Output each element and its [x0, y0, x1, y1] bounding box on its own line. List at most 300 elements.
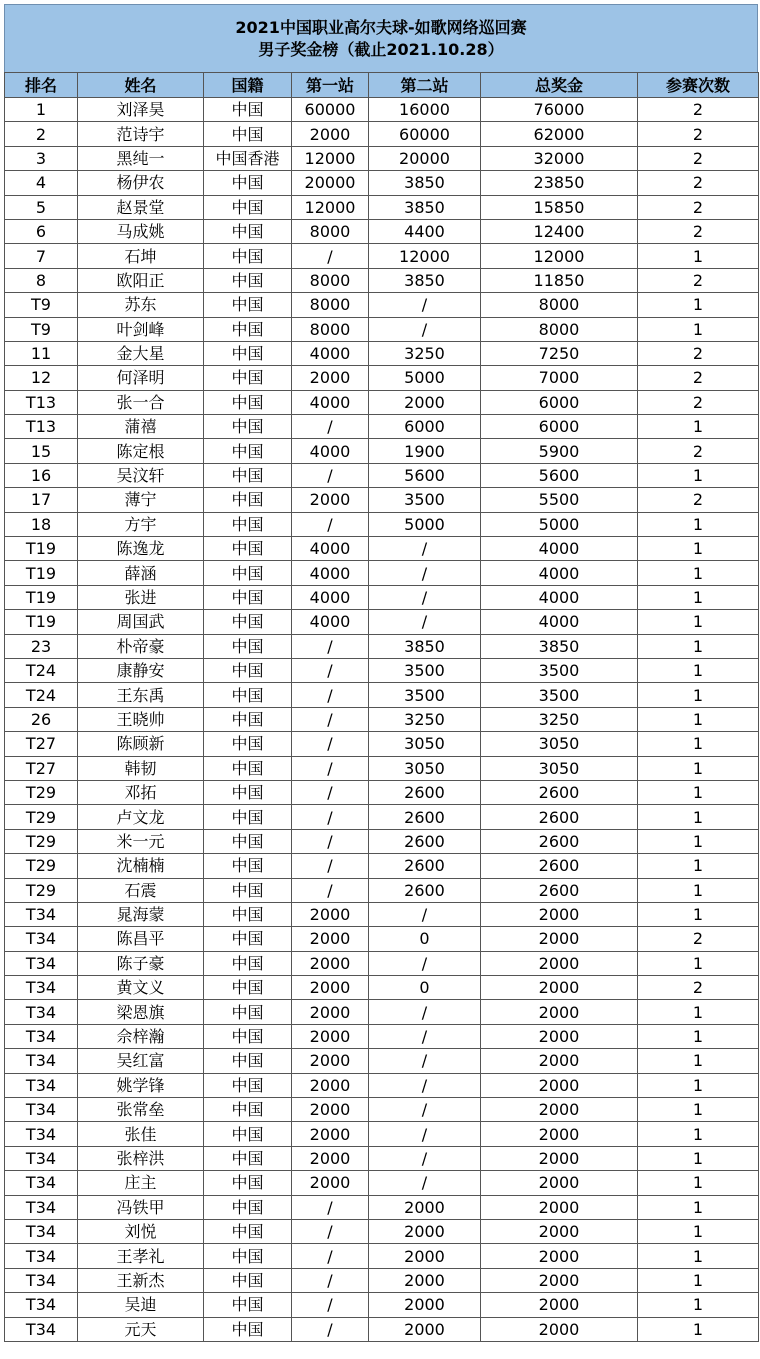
- cell-entries: 2: [638, 98, 759, 122]
- cell-rank: T34: [5, 1171, 78, 1195]
- cell-stage-1: 2000: [292, 1049, 369, 1073]
- cell-name: 石坤: [78, 244, 204, 268]
- cell-nationality: 中国: [204, 683, 292, 707]
- cell-stage-2: 5600: [369, 463, 481, 487]
- cell-nationality: 中国: [204, 1195, 292, 1219]
- cell-name: 梁恩旗: [78, 1000, 204, 1024]
- cell-stage-2: /: [369, 1073, 481, 1097]
- cell-stage-2: 2600: [369, 780, 481, 804]
- cell-rank: 4: [5, 171, 78, 195]
- cell-entries: 2: [638, 171, 759, 195]
- cell-total-prize: 5500: [481, 488, 638, 512]
- cell-rank: 11: [5, 341, 78, 365]
- cell-total-prize: 3050: [481, 756, 638, 780]
- cell-total-prize: 5600: [481, 463, 638, 487]
- cell-nationality: 中国: [204, 927, 292, 951]
- table-row: [5, 1268, 759, 1292]
- cell-name: 周国武: [78, 610, 204, 634]
- cell-stage-1: /: [292, 805, 369, 829]
- cell-rank: T29: [5, 829, 78, 853]
- cell-stage-2: 60000: [369, 122, 481, 146]
- table-row: [5, 1024, 759, 1048]
- table-row: [5, 146, 759, 170]
- cell-nationality: 中国: [204, 976, 292, 1000]
- cell-total-prize: 4000: [481, 561, 638, 585]
- cell-stage-1: /: [292, 756, 369, 780]
- cell-rank: 16: [5, 463, 78, 487]
- cell-nationality: 中国: [204, 1098, 292, 1122]
- cell-total-prize: 2000: [481, 1073, 638, 1097]
- cell-entries: 1: [638, 415, 759, 439]
- cell-name: 冯铁甲: [78, 1195, 204, 1219]
- cell-name: 刘悦: [78, 1219, 204, 1243]
- table-row: [5, 610, 759, 634]
- cell-total-prize: 2000: [481, 902, 638, 926]
- cell-nationality: 中国: [204, 1171, 292, 1195]
- cell-stage-1: 2000: [292, 1146, 369, 1170]
- cell-nationality: 中国: [204, 658, 292, 682]
- cell-total-prize: 3850: [481, 634, 638, 658]
- cell-rank: T29: [5, 878, 78, 902]
- cell-nationality: 中国: [204, 98, 292, 122]
- cell-nationality: 中国: [204, 463, 292, 487]
- cell-stage-2: 2000: [369, 1293, 481, 1317]
- header-stage-2: 第二站: [369, 73, 481, 98]
- cell-rank: T9: [5, 317, 78, 341]
- cell-nationality: 中国: [204, 1073, 292, 1097]
- cell-rank: T34: [5, 1098, 78, 1122]
- cell-total-prize: 3250: [481, 707, 638, 731]
- cell-nationality: 中国: [204, 1049, 292, 1073]
- cell-stage-2: 3850: [369, 634, 481, 658]
- cell-nationality: 中国: [204, 1219, 292, 1243]
- ranking-table: [4, 72, 759, 1342]
- table-row: [5, 878, 759, 902]
- cell-name: 王孝礼: [78, 1244, 204, 1268]
- cell-stage-2: 2000: [369, 1317, 481, 1341]
- header-entries: 参赛次数: [638, 73, 759, 98]
- cell-entries: 2: [638, 219, 759, 243]
- cell-name: 王东禹: [78, 683, 204, 707]
- cell-total-prize: 2000: [481, 976, 638, 1000]
- cell-rank: T34: [5, 1195, 78, 1219]
- cell-name: 赵景堂: [78, 195, 204, 219]
- cell-name: 陈定根: [78, 439, 204, 463]
- cell-stage-1: 2000: [292, 902, 369, 926]
- table-row: [5, 1317, 759, 1341]
- cell-total-prize: 23850: [481, 171, 638, 195]
- cell-name: 卢文龙: [78, 805, 204, 829]
- cell-total-prize: 8000: [481, 317, 638, 341]
- table-row: [5, 390, 759, 414]
- cell-rank: 18: [5, 512, 78, 536]
- table-row: [5, 268, 759, 292]
- cell-entries: 2: [638, 341, 759, 365]
- cell-total-prize: 2000: [481, 1219, 638, 1243]
- table-row: [5, 463, 759, 487]
- cell-stage-2: 2000: [369, 1268, 481, 1292]
- cell-rank: T27: [5, 732, 78, 756]
- cell-total-prize: 3500: [481, 658, 638, 682]
- cell-stage-2: /: [369, 293, 481, 317]
- cell-stage-1: /: [292, 1244, 369, 1268]
- cell-stage-2: 3050: [369, 732, 481, 756]
- cell-stage-1: /: [292, 829, 369, 853]
- cell-total-prize: 2000: [481, 1171, 638, 1195]
- cell-stage-2: /: [369, 317, 481, 341]
- cell-rank: 8: [5, 268, 78, 292]
- table-row: [5, 512, 759, 536]
- cell-stage-2: 2600: [369, 829, 481, 853]
- cell-name: 王晓帅: [78, 707, 204, 731]
- cell-name: 韩韧: [78, 756, 204, 780]
- cell-entries: 1: [638, 1293, 759, 1317]
- cell-stage-1: /: [292, 707, 369, 731]
- cell-stage-1: /: [292, 1219, 369, 1243]
- cell-stage-1: /: [292, 1195, 369, 1219]
- cell-entries: 1: [638, 512, 759, 536]
- cell-stage-1: 2000: [292, 927, 369, 951]
- title-line-2: 男子奖金榜（截止2021.10.28）: [258, 39, 504, 59]
- cell-name: 欧阳正: [78, 268, 204, 292]
- cell-entries: 1: [638, 585, 759, 609]
- cell-entries: 1: [638, 537, 759, 561]
- cell-name: 杨伊农: [78, 171, 204, 195]
- table-row: [5, 537, 759, 561]
- table-row: [5, 98, 759, 122]
- cell-stage-1: 4000: [292, 439, 369, 463]
- cell-stage-1: /: [292, 1268, 369, 1292]
- cell-nationality: 中国: [204, 244, 292, 268]
- cell-stage-1: 8000: [292, 293, 369, 317]
- table-row: [5, 1244, 759, 1268]
- cell-name: 元天: [78, 1317, 204, 1341]
- cell-stage-2: /: [369, 585, 481, 609]
- title-line-1: 2021中国职业高尔夫球-如歌网络巡回赛: [235, 17, 527, 37]
- cell-nationality: 中国: [204, 585, 292, 609]
- cell-stage-1: 4000: [292, 537, 369, 561]
- cell-stage-1: /: [292, 512, 369, 536]
- document-title: [4, 4, 758, 72]
- table-row: [5, 1171, 759, 1195]
- cell-entries: 1: [638, 463, 759, 487]
- cell-entries: 1: [638, 1195, 759, 1219]
- cell-stage-2: /: [369, 902, 481, 926]
- cell-stage-1: /: [292, 658, 369, 682]
- cell-entries: 1: [638, 732, 759, 756]
- cell-entries: 2: [638, 268, 759, 292]
- cell-stage-1: /: [292, 1293, 369, 1317]
- cell-name: 吴红富: [78, 1049, 204, 1073]
- cell-stage-1: 2000: [292, 1098, 369, 1122]
- cell-stage-2: /: [369, 1049, 481, 1073]
- cell-entries: 1: [638, 1317, 759, 1341]
- table-row: [5, 1293, 759, 1317]
- cell-stage-2: 3500: [369, 488, 481, 512]
- cell-entries: 1: [638, 707, 759, 731]
- cell-rank: T34: [5, 1146, 78, 1170]
- cell-rank: T19: [5, 610, 78, 634]
- cell-nationality: 中国: [204, 1000, 292, 1024]
- cell-rank: T29: [5, 854, 78, 878]
- cell-stage-2: 2000: [369, 1195, 481, 1219]
- cell-stage-1: /: [292, 1317, 369, 1341]
- table-row: [5, 171, 759, 195]
- cell-nationality: 中国: [204, 293, 292, 317]
- cell-name: 张佳: [78, 1122, 204, 1146]
- cell-stage-2: 3250: [369, 341, 481, 365]
- cell-total-prize: 7250: [481, 341, 638, 365]
- cell-nationality: 中国: [204, 707, 292, 731]
- prize-money-document: [4, 4, 758, 1342]
- cell-rank: T34: [5, 1268, 78, 1292]
- cell-name: 吴迪: [78, 1293, 204, 1317]
- cell-stage-2: /: [369, 1098, 481, 1122]
- cell-total-prize: 2000: [481, 1146, 638, 1170]
- cell-rank: 23: [5, 634, 78, 658]
- header-name: 姓名: [78, 73, 204, 98]
- cell-name: 黄文义: [78, 976, 204, 1000]
- cell-stage-1: 4000: [292, 585, 369, 609]
- cell-nationality: 中国: [204, 1122, 292, 1146]
- cell-name: 方宇: [78, 512, 204, 536]
- table-row: [5, 829, 759, 853]
- cell-entries: 1: [638, 854, 759, 878]
- table-row: [5, 585, 759, 609]
- cell-name: 佘梓瀚: [78, 1024, 204, 1048]
- cell-rank: 7: [5, 244, 78, 268]
- cell-rank: T34: [5, 976, 78, 1000]
- cell-nationality: 中国: [204, 415, 292, 439]
- cell-entries: 1: [638, 317, 759, 341]
- cell-rank: T27: [5, 756, 78, 780]
- cell-entries: 1: [638, 756, 759, 780]
- cell-rank: T34: [5, 1293, 78, 1317]
- cell-stage-2: /: [369, 1024, 481, 1048]
- table-row: [5, 341, 759, 365]
- cell-stage-1: 2000: [292, 1171, 369, 1195]
- table-row: [5, 707, 759, 731]
- cell-total-prize: 2600: [481, 805, 638, 829]
- cell-entries: 1: [638, 658, 759, 682]
- table-row: [5, 219, 759, 243]
- cell-entries: 1: [638, 1171, 759, 1195]
- header-total-prize: 总奖金: [481, 73, 638, 98]
- cell-stage-1: 12000: [292, 195, 369, 219]
- cell-nationality: 中国: [204, 268, 292, 292]
- cell-stage-2: 3850: [369, 195, 481, 219]
- cell-stage-1: 60000: [292, 98, 369, 122]
- cell-stage-2: /: [369, 1171, 481, 1195]
- cell-name: 王新杰: [78, 1268, 204, 1292]
- cell-total-prize: 2000: [481, 1195, 638, 1219]
- cell-total-prize: 2000: [481, 1098, 638, 1122]
- cell-entries: 1: [638, 1244, 759, 1268]
- cell-nationality: 中国: [204, 1024, 292, 1048]
- cell-total-prize: 2000: [481, 1122, 638, 1146]
- cell-stage-1: 2000: [292, 1073, 369, 1097]
- table-row: [5, 244, 759, 268]
- cell-stage-2: /: [369, 1000, 481, 1024]
- table-row: [5, 927, 759, 951]
- cell-nationality: 中国: [204, 390, 292, 414]
- cell-nationality: 中国: [204, 610, 292, 634]
- cell-total-prize: 2000: [481, 1244, 638, 1268]
- cell-nationality: 中国: [204, 512, 292, 536]
- cell-total-prize: 4000: [481, 537, 638, 561]
- cell-nationality: 中国: [204, 537, 292, 561]
- table-row: [5, 1073, 759, 1097]
- cell-stage-2: 2600: [369, 854, 481, 878]
- cell-name: 邓拓: [78, 780, 204, 804]
- cell-nationality: 中国: [204, 1244, 292, 1268]
- table-row: [5, 1195, 759, 1219]
- cell-total-prize: 5000: [481, 512, 638, 536]
- cell-name: 黑纯一: [78, 146, 204, 170]
- cell-name: 陈子豪: [78, 951, 204, 975]
- cell-stage-2: /: [369, 537, 481, 561]
- header-rank: 排名: [5, 73, 78, 98]
- cell-stage-1: 8000: [292, 219, 369, 243]
- cell-name: 苏东: [78, 293, 204, 317]
- cell-entries: 1: [638, 1024, 759, 1048]
- cell-rank: T34: [5, 927, 78, 951]
- cell-stage-2: 12000: [369, 244, 481, 268]
- cell-name: 陈昌平: [78, 927, 204, 951]
- cell-total-prize: 2000: [481, 927, 638, 951]
- cell-entries: 2: [638, 390, 759, 414]
- table-row: [5, 780, 759, 804]
- cell-total-prize: 6000: [481, 415, 638, 439]
- cell-stage-2: 3500: [369, 658, 481, 682]
- table-row: [5, 732, 759, 756]
- cell-nationality: 中国: [204, 1146, 292, 1170]
- table-row: [5, 293, 759, 317]
- table-row: [5, 1049, 759, 1073]
- cell-name: 姚学锋: [78, 1073, 204, 1097]
- cell-stage-1: /: [292, 780, 369, 804]
- cell-nationality: 中国: [204, 732, 292, 756]
- cell-stage-1: /: [292, 415, 369, 439]
- cell-stage-1: 2000: [292, 122, 369, 146]
- cell-rank: T19: [5, 585, 78, 609]
- table-row: [5, 561, 759, 585]
- cell-entries: 2: [638, 976, 759, 1000]
- cell-nationality: 中国: [204, 854, 292, 878]
- cell-rank: 1: [5, 98, 78, 122]
- cell-name: 范诗宇: [78, 122, 204, 146]
- cell-name: 吴汶轩: [78, 463, 204, 487]
- cell-entries: 1: [638, 1000, 759, 1024]
- cell-nationality: 中国: [204, 902, 292, 926]
- cell-stage-2: /: [369, 610, 481, 634]
- cell-nationality: 中国: [204, 561, 292, 585]
- table-row: [5, 1098, 759, 1122]
- cell-name: 马成姚: [78, 219, 204, 243]
- cell-total-prize: 4000: [481, 585, 638, 609]
- cell-nationality: 中国: [204, 488, 292, 512]
- cell-entries: 2: [638, 146, 759, 170]
- cell-nationality: 中国: [204, 366, 292, 390]
- cell-stage-2: 3050: [369, 756, 481, 780]
- cell-stage-1: /: [292, 878, 369, 902]
- cell-rank: 5: [5, 195, 78, 219]
- cell-stage-1: /: [292, 244, 369, 268]
- cell-nationality: 中国: [204, 439, 292, 463]
- table-row: [5, 658, 759, 682]
- cell-stage-2: 4400: [369, 219, 481, 243]
- cell-name: 金大星: [78, 341, 204, 365]
- cell-stage-2: /: [369, 1146, 481, 1170]
- cell-name: 沈楠楠: [78, 854, 204, 878]
- table-body: [5, 98, 759, 1342]
- cell-nationality: 中国: [204, 634, 292, 658]
- cell-stage-2: 3500: [369, 683, 481, 707]
- cell-name: 陈逸龙: [78, 537, 204, 561]
- cell-rank: T9: [5, 293, 78, 317]
- cell-nationality: 中国: [204, 317, 292, 341]
- cell-entries: 2: [638, 927, 759, 951]
- cell-total-prize: 11850: [481, 268, 638, 292]
- cell-nationality: 中国: [204, 780, 292, 804]
- cell-entries: 1: [638, 878, 759, 902]
- cell-rank: T34: [5, 1219, 78, 1243]
- cell-stage-1: /: [292, 634, 369, 658]
- cell-rank: T29: [5, 780, 78, 804]
- table-row: [5, 902, 759, 926]
- cell-rank: 26: [5, 707, 78, 731]
- cell-entries: 2: [638, 439, 759, 463]
- cell-stage-2: 16000: [369, 98, 481, 122]
- cell-total-prize: 2000: [481, 1293, 638, 1317]
- cell-rank: T34: [5, 1244, 78, 1268]
- cell-entries: 2: [638, 488, 759, 512]
- table-row: [5, 1219, 759, 1243]
- cell-name: 米一元: [78, 829, 204, 853]
- cell-rank: T19: [5, 537, 78, 561]
- cell-nationality: 中国: [204, 219, 292, 243]
- cell-stage-1: 12000: [292, 146, 369, 170]
- cell-entries: 1: [638, 951, 759, 975]
- cell-rank: T13: [5, 390, 78, 414]
- cell-stage-2: 3250: [369, 707, 481, 731]
- cell-stage-2: 0: [369, 976, 481, 1000]
- cell-rank: T13: [5, 415, 78, 439]
- cell-entries: 1: [638, 1122, 759, 1146]
- cell-entries: 2: [638, 122, 759, 146]
- cell-stage-1: /: [292, 463, 369, 487]
- cell-rank: T24: [5, 683, 78, 707]
- cell-stage-1: /: [292, 683, 369, 707]
- cell-rank: T34: [5, 1317, 78, 1341]
- cell-entries: 1: [638, 683, 759, 707]
- cell-total-prize: 15850: [481, 195, 638, 219]
- cell-stage-2: 2000: [369, 390, 481, 414]
- cell-name: 张进: [78, 585, 204, 609]
- cell-stage-1: /: [292, 854, 369, 878]
- cell-total-prize: 4000: [481, 610, 638, 634]
- table-row: [5, 805, 759, 829]
- cell-nationality: 中国: [204, 756, 292, 780]
- cell-stage-1: 2000: [292, 1122, 369, 1146]
- cell-nationality: 中国: [204, 122, 292, 146]
- cell-rank: 12: [5, 366, 78, 390]
- cell-name: 薛涵: [78, 561, 204, 585]
- cell-nationality: 中国: [204, 195, 292, 219]
- cell-stage-1: 20000: [292, 171, 369, 195]
- cell-total-prize: 62000: [481, 122, 638, 146]
- cell-nationality: 中国: [204, 878, 292, 902]
